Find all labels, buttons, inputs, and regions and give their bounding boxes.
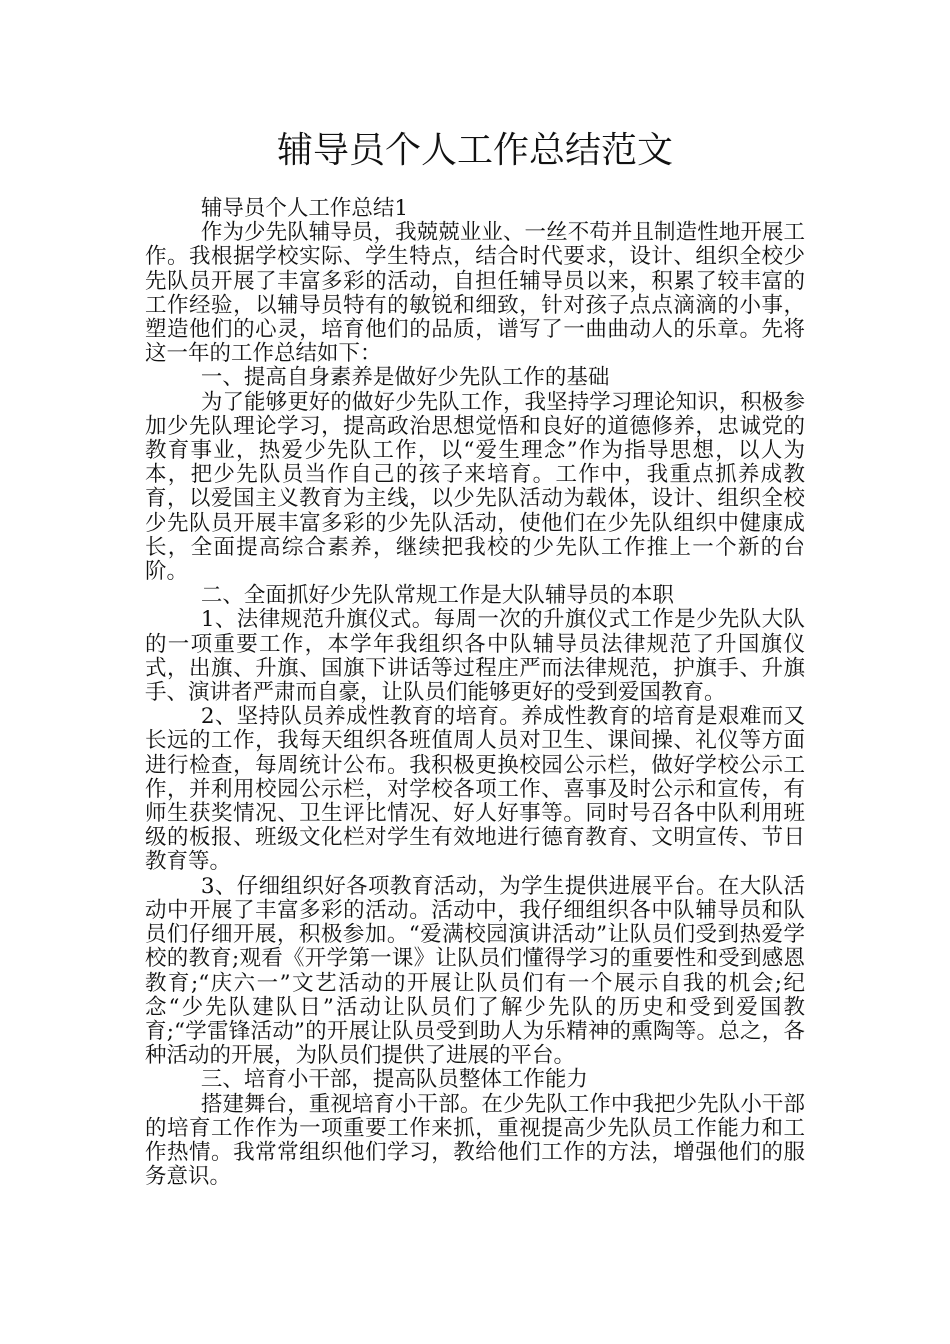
section-heading: 二、全面抓好少先队常规工作是大队辅导员的本职 <box>200 583 674 609</box>
section-heading: 辅导员个人工作总结1 <box>200 196 409 221</box>
body-paragraph: 搭建舞台，重视培育小干部。在少先队工作中我把少先队小干部的培育工作作为一项重要工作来抓，重视提高少先队员工作能力和工作热情。我常常组织他们学习，教给他们工作的方法，增强他们的服务意识。 <box>145 1091 805 1190</box>
section-heading: 三、培育小干部，提高队员整体工作能力 <box>200 1067 588 1093</box>
section-heading: 一、提高自身素养是做好少先队工作的基础 <box>200 365 610 391</box>
document-body <box>145 197 805 1189</box>
body-paragraph: 3、仔细组织好各项教育活动，为学生提供进展平台。在大队活动中开展了丰富多彩的活动。活动中，我仔细组织各中队辅导员和队员们仔细开展，积极参加。“爱满校园演讲活动”让队员们受到热爱学校的教育;观看《开学第一课》让队员们懂得学习的重要性和受到感恩教育;“庆六一”文艺活动的开展让队员们有一个展示自我的机会;纪念“少先队建队日”活动让队员们了解少先队的历史和受到爱国教育;“学雷锋活动”的开展让队员受到助人为乐精神的熏陶等。总之，各种活动的开展，为队员们提供了进展的平台。 <box>145 873 805 1069</box>
body-paragraph: 为了能够更好的做好少先队工作，我坚持学习理论知识，积极参加少先队理论学习，提高政治思想觉悟和良好的道德修养，忠诚党的教育事业，热爱少先队工作，以“爱生理念”作为指导思想，以人为本，把少先队员当作自己的孩子来培育。工作中，我重点抓养成教育，以爱国主义教育为主线，以少先队活动为载体，设计、组织全校少先队员开展丰富多彩的少先队活动，使他们在少先队组织中健康成长，全面提高综合素养，继续把我校的少先队工作推上一个新的台阶。 <box>145 389 805 585</box>
body-paragraph: 作为少先队辅导员，我兢兢业业、一丝不苟并且制造性地开展工作。我根据学校实际、学生特点，结合时代要求，设计、组织全校少先队员开展了丰富多彩的活动，自担任辅导员以来，积累了较丰富的工作经验，以辅导员特有的敏锐和细致，针对孩子点点滴滴的小事，塑造他们的心灵，培育他们的品质，谱写了一曲曲动人的乐章。先将这一年的工作总结如下： <box>145 220 805 367</box>
body-paragraph: 1、法律规范升旗仪式。每周一次的升旗仪式工作是少先队大队的一项重要工作，本学年我组织各中队辅导员法律规范了升国旗仪式，出旗、升旗、国旗下讲话等过程庄严而法律规范，护旗手、升旗手、演讲者严肃而自豪，让队员们能够更好的受到爱国教育。 <box>145 607 805 706</box>
document-title: 辅导员个人工作总结范文 <box>276 130 673 171</box>
body-paragraph: 2、坚持队员养成性教育的培育。养成性教育的培育是艰难而又长远的工作，我每天组织各班值周人员对卫生、课间操、礼仪等方面进行检查，每周统计公布。我积极更换校园公示栏，做好学校公示工作，并利用校园公示栏，对学校各项工作、喜事及时公示和宣传，有师生获奖情况、卫生评比情况、好人好事等。同时号召各中队利用班级的板报、班级文化栏对学生有效地进行德育教育、文明宣传、节日教育等。 <box>145 704 805 875</box>
